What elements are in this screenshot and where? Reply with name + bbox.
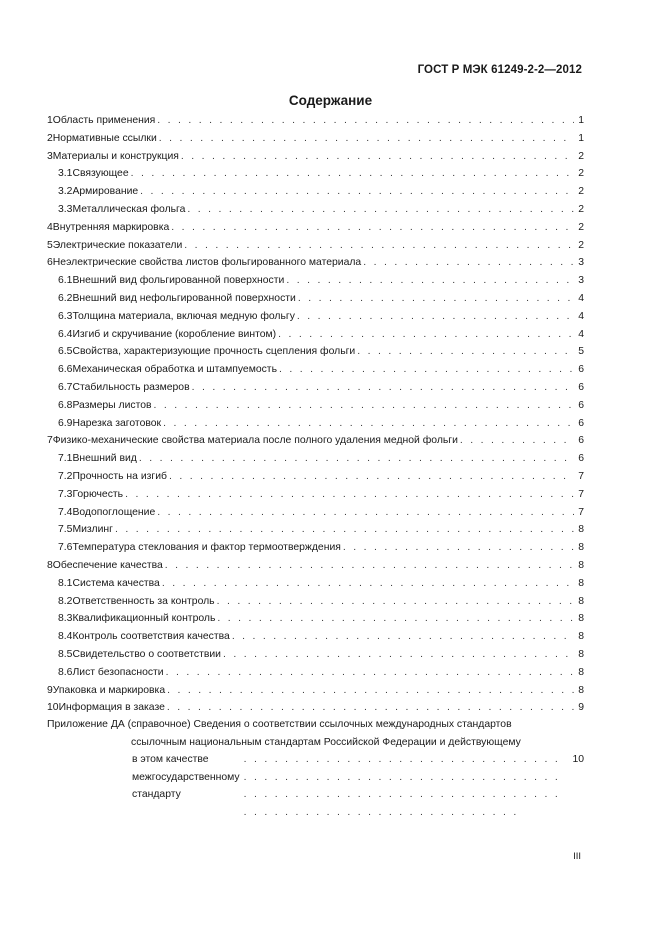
dot-leader [125, 486, 574, 504]
toc-entry-title: Электрические показатели [52, 239, 183, 251]
toc-entry-number: 2 [47, 132, 53, 144]
toc-entry-number: 3 [47, 150, 53, 162]
dot-leader [217, 610, 574, 628]
toc-entry[interactable] [47, 557, 584, 575]
dot-leader [166, 664, 574, 682]
toc-entry-page: 8 [578, 666, 584, 678]
toc-entry[interactable] [47, 450, 584, 468]
dot-leader [217, 593, 574, 611]
dot-leader [244, 751, 570, 821]
toc-entry[interactable] [47, 432, 584, 450]
toc-entry-number: 8.2 [58, 595, 73, 607]
toc-entry-title: Обеспечение качества [52, 559, 163, 571]
toc-entry-page: 8 [578, 631, 584, 643]
toc-entry-number: 6.4 [58, 328, 73, 340]
toc-entry[interactable] [47, 165, 584, 183]
dot-leader [157, 504, 574, 522]
toc-entry-page: 8 [578, 577, 584, 589]
dot-leader [159, 130, 574, 148]
toc-entry-title: Материалы и конструкция [52, 150, 179, 162]
dot-leader [131, 165, 574, 183]
footer-page-number: III [573, 851, 581, 862]
toc-entry-number: 6.9 [58, 417, 73, 429]
toc-entry-page: 6 [578, 364, 584, 376]
dot-leader [157, 112, 574, 130]
dot-leader [187, 201, 574, 219]
appendix-line-1: Приложение ДА (справочное) Сведения о соответствии ссылочных международных стандартов [47, 719, 512, 730]
toc-entry-page: 3 [578, 257, 584, 269]
toc-entry-title: Физико-механические свойства материала после полного удаления медной фольги [52, 435, 458, 447]
toc-entry-number: 8.3 [58, 613, 73, 625]
toc-entry-number: 6.3 [58, 310, 73, 322]
toc-entry-page: 6 [578, 399, 584, 411]
toc-entry-number: 7.1 [58, 453, 73, 465]
toc-entry-page: 8 [578, 595, 584, 607]
dot-leader [363, 254, 574, 272]
toc-entry-number: 8.4 [58, 631, 73, 643]
dot-leader [139, 450, 574, 468]
toc-entry-title: Свойства, характеризующие прочность сцепления фольги [72, 346, 356, 358]
toc-entry[interactable] [47, 575, 584, 593]
toc-entry[interactable] [47, 183, 584, 201]
toc-entry-number: 6.7 [58, 381, 73, 393]
toc-entry-page: 6 [578, 381, 584, 393]
toc-entry-page: 8 [578, 613, 584, 625]
toc-entry-title: Нормативные ссылки [52, 132, 157, 144]
toc-entry[interactable] [47, 593, 584, 611]
toc-entry-title: Стабильность размеров [72, 381, 190, 393]
toc-entry-title: Свидетельство о соответствии [72, 648, 221, 660]
toc-entry-page: 9 [578, 702, 584, 714]
toc-entry[interactable] [47, 699, 584, 717]
appendix-entry[interactable] [47, 716, 584, 822]
toc-entry-page: 2 [578, 239, 584, 251]
toc-entry-number: 6 [47, 257, 53, 269]
toc-entry-page: 7 [578, 488, 584, 500]
table-of-contents [47, 112, 584, 717]
toc-entry[interactable] [47, 290, 584, 308]
dot-leader [298, 290, 574, 308]
toc-entry-title: Ответственность за контроль [72, 595, 215, 607]
toc-entry[interactable] [47, 308, 584, 326]
toc-entry[interactable] [47, 201, 584, 219]
toc-entry-number: 7.4 [58, 506, 73, 518]
toc-entry[interactable] [47, 254, 584, 272]
toc-entry[interactable] [47, 112, 584, 130]
document-code: ГОСТ Р МЭК 61249-2-2—2012 [417, 64, 582, 76]
dot-leader [167, 682, 574, 700]
page-title: Содержание [288, 93, 373, 108]
dot-leader [169, 468, 574, 486]
toc-entry-title: Водопоглощение [72, 506, 156, 518]
toc-entry-number: 7.3 [58, 488, 73, 500]
toc-entry-title: Внешний вид [72, 453, 137, 465]
toc-entry[interactable] [47, 379, 584, 397]
dot-leader [357, 343, 574, 361]
appendix-line-3: в этом качестве межгосударственному стандарту [132, 754, 240, 801]
toc-entry-page: 1 [578, 132, 584, 144]
toc-entry-number: 4 [47, 221, 53, 233]
toc-entry-title: Внешний вид нефольгированной поверхности [72, 292, 296, 304]
toc-entry[interactable] [47, 521, 584, 539]
toc-entry-page: 8 [578, 524, 584, 536]
toc-entry-title: Армирование [72, 186, 139, 198]
toc-entry-page: 1 [578, 115, 584, 126]
toc-entry[interactable] [47, 664, 584, 682]
toc-entry[interactable] [47, 628, 584, 646]
toc-entry-page: 8 [578, 559, 584, 571]
toc-entry-title: Металлическая фольга [72, 203, 186, 215]
toc-entry[interactable] [47, 397, 584, 415]
toc-entry-title: Внутренняя маркировка [52, 221, 170, 233]
toc-entry-number: 3.3 [58, 203, 73, 215]
toc-entry[interactable] [47, 272, 584, 290]
appendix-line-2: ссылочным национальным стандартам Российской Федерации и действующему [131, 736, 521, 748]
toc-entry-number: 7.2 [58, 470, 73, 482]
toc-entry-number: 1 [47, 115, 53, 126]
toc-entry[interactable] [47, 130, 584, 148]
toc-entry-number: 7 [47, 435, 53, 447]
toc-entry-page: 6 [578, 453, 584, 465]
toc-entry-title: Температура стеклования и фактор термоотверждения [72, 542, 341, 554]
toc-entry-number: 9 [47, 684, 53, 696]
toc-entry-page: 6 [578, 435, 584, 447]
toc-entry-title: Внешний вид фольгированной поверхности [72, 275, 285, 287]
toc-entry[interactable] [47, 361, 584, 379]
dot-leader [115, 521, 574, 539]
toc-entry-page: 8 [578, 648, 584, 660]
toc-entry-title: Изгиб и скручивание (коробление винтом) [72, 328, 277, 340]
dot-leader [343, 539, 574, 557]
toc-entry-number: 6.6 [58, 364, 73, 376]
toc-entry-title: Лист безопасности [72, 666, 164, 678]
toc-entry[interactable] [47, 415, 584, 433]
dot-leader [184, 237, 574, 255]
appendix-page-number: 10 [572, 754, 584, 766]
dot-leader [279, 361, 574, 379]
toc-entry-number: 8.1 [58, 577, 73, 589]
toc-entry[interactable] [47, 237, 584, 255]
toc-entry-title: Область применения [52, 115, 156, 126]
toc-entry-number: 6.5 [58, 346, 73, 358]
toc-entry-number: 3.2 [58, 186, 73, 198]
toc-entry-title: Мизлинг [72, 524, 113, 536]
toc-entry[interactable] [47, 646, 584, 664]
toc-entry-page: 2 [578, 203, 584, 215]
toc-entry-page: 8 [578, 542, 584, 554]
toc-entry-title: Упаковка и маркировка [52, 684, 166, 696]
toc-entry-page: 3 [578, 275, 584, 287]
toc-entry-page: 2 [578, 221, 584, 233]
toc-entry-number: 8.5 [58, 648, 73, 660]
toc-entry-title: Механическая обработка и штампуемость [72, 364, 277, 376]
toc-entry-page: 8 [578, 684, 584, 696]
toc-entry-title: Система качества [72, 577, 160, 589]
dot-leader [171, 219, 574, 237]
dot-leader [278, 326, 574, 344]
toc-entry-title: Размеры листов [72, 399, 152, 411]
dot-leader [162, 575, 574, 593]
dot-leader [460, 432, 574, 450]
toc-entry-title: Горючесть [72, 488, 124, 500]
toc-entry-page: 4 [578, 328, 584, 340]
toc-entry-title: Прочность на изгиб [72, 470, 167, 482]
toc-entry-number: 7.5 [58, 524, 73, 536]
toc-entry-number: 7.6 [58, 542, 73, 554]
dot-leader [286, 272, 574, 290]
toc-entry-number: 8 [47, 559, 53, 571]
toc-entry-number: 5 [47, 239, 53, 251]
dot-leader [140, 183, 574, 201]
toc-entry-title: Контроль соответствия качества [72, 631, 230, 643]
toc-entry-number: 3.1 [58, 168, 73, 180]
dot-leader [163, 415, 574, 433]
toc-entry-number: 6.8 [58, 399, 73, 411]
dot-leader [165, 557, 574, 575]
toc-entry-number: 6.1 [58, 275, 73, 287]
toc-entry-page: 2 [578, 168, 584, 180]
dot-leader [167, 699, 574, 717]
dot-leader [192, 379, 574, 397]
toc-entry-title: Нарезка заготовок [72, 417, 162, 429]
toc-entry[interactable] [47, 326, 584, 344]
toc-entry-page: 7 [578, 506, 584, 518]
toc-entry-title: Связующее [72, 168, 129, 180]
toc-entry[interactable] [47, 219, 584, 237]
toc-entry-number: 8.6 [58, 666, 73, 678]
toc-entry-page: 4 [578, 292, 584, 304]
dot-leader [154, 397, 574, 415]
toc-entry-title: Информация в заказе [58, 702, 165, 714]
toc-entry[interactable] [47, 343, 584, 361]
dot-leader [297, 308, 574, 326]
toc-entry-title: Толщина материала, включая медную фольгу [72, 310, 295, 322]
toc-entry-title: Неэлектрические свойства листов фольгированного материала [52, 257, 362, 269]
dot-leader [223, 646, 574, 664]
toc-entry-page: 2 [578, 150, 584, 162]
toc-entry-page: 5 [578, 346, 584, 358]
toc-entry-page: 6 [578, 417, 584, 429]
toc-entry[interactable] [47, 539, 584, 557]
toc-entry-title: Квалификационный контроль [72, 613, 216, 625]
toc-entry[interactable] [47, 610, 584, 628]
toc-entry[interactable] [47, 148, 584, 166]
toc-entry-page: 2 [578, 186, 584, 198]
toc-entry-page: 7 [578, 470, 584, 482]
toc-entry[interactable] [47, 504, 584, 522]
toc-entry-number: 10 [47, 702, 59, 714]
toc-entry-page: 4 [578, 310, 584, 322]
dot-leader [181, 148, 574, 166]
toc-entry[interactable] [47, 682, 584, 700]
dot-leader [232, 628, 574, 646]
toc-entry[interactable] [47, 486, 584, 504]
toc-entry-number: 6.2 [58, 292, 73, 304]
toc-entry[interactable] [47, 468, 584, 486]
